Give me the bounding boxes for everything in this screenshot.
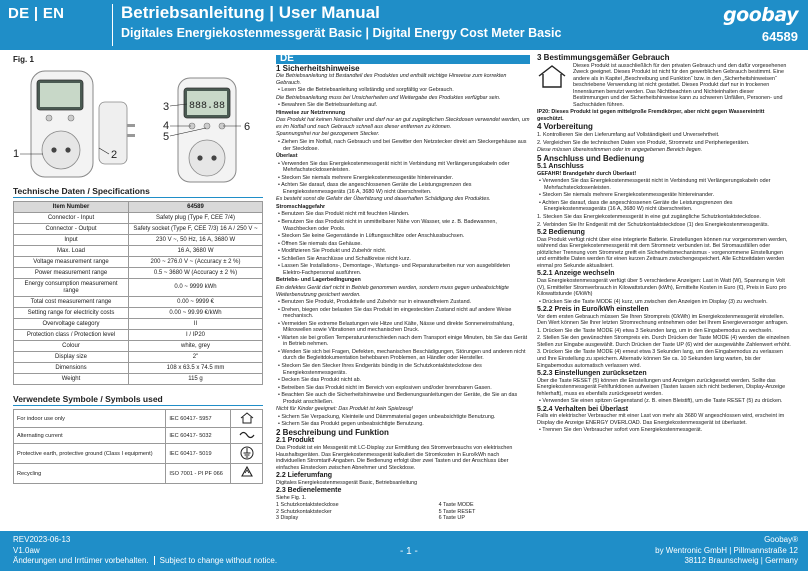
callout-1: 1 xyxy=(13,148,20,160)
spec-value: 0.00 ~ 9999 € xyxy=(129,297,263,308)
callout-5: 5 xyxy=(163,131,170,143)
paragraph: Das Produkt verfügt nicht über eine integrierte Batterie. Einstellungen können nur vorgenommen werden, während das Energiekostenmessgerät mit dem Stromnetz verbunden ist. Bei Stromausfällen oder plötzlicher Trennung vom Stromnetz greift ein Sicherheitsmechanismus - vorgenommene Einstellungen und ermittelte Daten werden für einen kurzen Zeitraum zwischengespeichert. Alle Echtzeitdaten werden einmal pro Sekunde aktualisiert. xyxy=(537,236,788,269)
manual-subtitle: Digitales Energiekostenmessgerät Basic | Digital Energy Cost Meter Basic xyxy=(121,26,562,40)
paragraph: Siehe Fig. 1. xyxy=(276,494,307,501)
spec-key: Total cost measurement range xyxy=(14,297,129,308)
alternating-current-icon xyxy=(231,428,263,444)
spec-row xyxy=(14,246,263,257)
spec-key: Power measurement range xyxy=(14,268,129,279)
section-5-2-3-title: 5.2.3 Einstellungen zurücksetzen xyxy=(537,370,647,378)
symbols-table xyxy=(13,409,263,484)
company-address: by Wentronic GmbH | Pillmannstraße 12 xyxy=(655,545,798,555)
bullet: • Bewahren Sie die Betriebsanleitung auf. xyxy=(278,102,378,109)
symbol-row xyxy=(14,464,263,484)
bullet: • Vermeiden Sie extreme Belastungen wie Hitze und Kälte, Nässe und direkte Sonneneinstrahlung, Mikrowellen sowie Vibrationen und mechanischen Druck. xyxy=(278,320,514,334)
symbol-desc: Alternating current xyxy=(14,428,166,444)
header-divider xyxy=(112,4,113,46)
warning: GEFAHR! Brandgefahr durch Überlast! xyxy=(537,170,637,177)
note: Diese müssen übereinstimmen oder im angegebenen Bereich liegen. xyxy=(537,147,703,154)
spec-row xyxy=(14,213,263,224)
right-column xyxy=(537,55,791,435)
spec-row xyxy=(14,363,263,374)
spec-row xyxy=(14,297,263,308)
section-5-2-2-title: 5.2.2 Preis in Euro/kWh einstellen xyxy=(537,306,649,314)
house-icon xyxy=(231,410,263,428)
bullet: • Drehen, biegen oder belasten Sie das Produkt im eingesteckten Zustand nicht auf andere Weise mechanisch. xyxy=(278,306,512,320)
control-item: 4 Taste MODE xyxy=(438,502,474,509)
left-column xyxy=(13,55,263,484)
bullet: • Decken Sie das Produkt nicht ab. xyxy=(278,377,362,384)
callout-4: 4 xyxy=(163,120,170,132)
bullet: • Modifizieren Sie Produkt und Zubehör nicht. xyxy=(278,248,387,255)
control-item: 3 Display xyxy=(276,515,299,522)
spec-header-row xyxy=(14,202,263,213)
spec-key: Dimensions xyxy=(14,363,129,374)
note: Das Produkt hat keinen Netzschalter und darf nur an gut zugänglichen Steckdosen verwendet werden, um es im Notfall und nach Gebrauch schnell aus dieser entfernen zu können. xyxy=(276,117,530,130)
bullet: • Sichern Sie Verpackung, Kleinteile und Dämmmaterial gegen unbeabsichtigte Benutzung. xyxy=(278,413,496,420)
spec-value: 108 x 63.5 x 74.5 mm xyxy=(129,363,263,374)
spec-value: white, grey xyxy=(129,341,263,352)
symbol-desc: Recycling xyxy=(14,464,166,484)
spec-row xyxy=(14,330,263,341)
section-5-2-title: 5.2 Bedienung xyxy=(537,229,585,237)
section-2-title: 2 Beschreibung und Funktion xyxy=(276,427,389,437)
bullet: • Benutzen Sie Produkt, Produktteile und Zubehör nur in einwandfreiem Zustand. xyxy=(278,299,472,306)
bullet: • Verwenden Sie das Energiekostenmessgerät nicht in Verbindung mit Verlängerungskabeln oder Mehrfachsteckdosenleisten. xyxy=(278,160,510,174)
front-view-icon xyxy=(31,71,93,177)
subheading: Betriebs- und Lagerbedingungen xyxy=(276,277,361,284)
subheading: Hinweise zur Netztrennung xyxy=(276,109,346,116)
spec-key: Connector - Input xyxy=(14,213,129,224)
spec-row xyxy=(14,341,263,352)
ip-note: IP20: Dieses Produkt ist gegen mittelgroße Fremdkörper, aber nicht gegen Wassereintritt geschützt. xyxy=(537,109,765,122)
controls-list xyxy=(276,502,530,522)
spec-value: 0.5 ~ 3680 W (Accuracy ± 2 %) xyxy=(129,268,263,279)
spec-key: Energy consumption measurement range xyxy=(14,279,129,297)
callout-2: 2 xyxy=(111,149,118,161)
note: Die Betriebsanleitung muss bei Unsicherheiten und Weitergabe des Produktes verfügbar sein. xyxy=(276,94,501,101)
spec-value: Safety socket (Type F, CEE 7/3) 16 A / 250 V ~ xyxy=(129,224,263,235)
step: 2. Vergleichen Sie die technischen Daten von Produkt, Stromnetz und Peripheriegeräten. xyxy=(537,139,750,146)
spec-value: 115 g xyxy=(129,374,263,385)
bullet: • Achten Sie darauf, dass die angeschlossenen Geräte die Leistungsgrenzen des Energiekostenmessgeräts (16 A, 3680 W) nicht überschreiten. xyxy=(278,182,472,195)
bullet: • Stecken Sie niemals mehrere Energiekostenmessgeräte hintereinander. xyxy=(278,174,454,181)
paragraph: Das Produkt ist ein Messgerät mit LC-Display zur Ermittlung des Stromverbrauchs von elektrischen Haushaltsgeräten. Das Energiekostenmessgerät kalkuliert die Stromkosten in Euro/kWh nach individuellen Stromtarif-Angaben. Die Bedienung erfolgt über zwei Tasten und der Anschluss über einfaches Einstecken zwischen Abnehmer und Steckdose. xyxy=(276,444,513,471)
paragraph: Vor dem ersten Gebrauch müssen Sie Ihren Strompreis (€/kWh) im Energiekostenmessgerät einstellen. Den Wert können Sie Ihrer letzten Stromrechnung entnehmen oder bei Ihrem Energieversorger anfragen. xyxy=(537,313,789,327)
bullet: • Ziehen Sie im Notfall, nach Gebrauch und bei Gewitter den Netzstecker direkt am Steckergehäuse aus der Steckdose. xyxy=(278,139,527,152)
symbol-standard: ISO 7001 - PI PF 066 xyxy=(166,464,231,484)
symbol-row xyxy=(14,444,263,464)
revision: REV2023-06-13 xyxy=(13,535,71,544)
spec-header-key: Item Number xyxy=(14,202,129,213)
section-2-1-title: 2.1 Produkt xyxy=(276,437,315,445)
section-5-title: 5 Anschluss und Bedienung xyxy=(537,153,645,163)
bullet: • Drücken Sie die Taste MODE (4) kurz, um zwischen den Anzeigen im Display (3) zu wechseln. xyxy=(539,298,768,305)
spec-value: 16 A, 3680 W xyxy=(129,246,263,257)
spec-key: Weight xyxy=(14,374,129,385)
spec-row xyxy=(14,279,263,297)
spec-key: Protection class / Protection level xyxy=(14,330,129,341)
section-2-2-title: 2.2 Lieferumfang xyxy=(276,472,333,480)
symbol-standard: IEC 60417- 5032 xyxy=(166,428,231,444)
disclaimer-en: Subject to change without notice. xyxy=(159,556,278,565)
spec-value: 2" xyxy=(129,352,263,363)
bullet: • Benutzen Sie das Produkt nicht in unmittelbarer Nähe von Wasser, wie z. B. Badewannen, Waschbecken oder Pools. xyxy=(278,219,497,232)
bullet: • Öffnen Sie niemals das Gehäuse. xyxy=(278,240,362,247)
spec-row xyxy=(14,224,263,235)
paragraph: Über die Taste RESET (5) können die Einstellungen und Anzeigen zurückgesetzt werden. Sollte das Energiekostenmessgerät Fehlfunktionen aufweisen (Tasten lassen sich nicht bedienen, Display-Anzeige fehlerhaft), muss es ebenfalls zurückgesetzt werden. xyxy=(537,377,786,397)
spec-value: 230 V ~, 50 Hz, 16 A, 3680 W xyxy=(129,235,263,246)
detail-view-icon xyxy=(178,78,236,182)
subheading: Überlast xyxy=(276,153,298,160)
control-item: 5 Taste RESET xyxy=(438,508,476,515)
bullet: • Warten sie bei großen Temperaturunterschieden nach dem Transport einige Minuten, bis Sie das Gerät in Betrieb nehmen. xyxy=(278,334,528,348)
note: Nicht für Kinder geeignet: Das Produkt ist kein Spielzeug! xyxy=(276,406,413,413)
language-section-bar: DE xyxy=(276,55,530,64)
paragraph: Digitales Energiekostenmessgerät Basic, Betriebsanleitung xyxy=(276,479,418,486)
spec-value: 0.00 ~ 99.99 €/kWh xyxy=(129,308,263,319)
spec-key: Setting range for electricity costs xyxy=(14,308,129,319)
section-4-title: 4 Vorbereitung xyxy=(537,122,593,132)
symbol-standard: IEC 60417- 5957 xyxy=(166,410,231,428)
spec-table xyxy=(13,201,263,385)
disclaimer-de: Änderungen und Irrtümer vorbehalten. xyxy=(13,556,149,565)
bullet: • Stecken Sie den Stecker Ihres Endgeräts bündig in die Schutzkontaktsteckdose des Energiekostenmessgeräts. xyxy=(278,362,482,376)
paragraph: Das Energiekostenmessgerät verfügt über 5 verschiedene Anzeigen: Last in Watt (W), Spannung in Volt (V), Ermittelter Stromverbrauch in Kilowattstunden (kWh), Ermittelte Kosten in Euro (€), Preis in Euro pro Kilowattstunde (€/kWh) xyxy=(537,277,787,298)
step: 2. Verbinden Sie Ihr Endgerät mit der Schutzkontaktsteckdose (1) des Energiekostenmessgeräts. xyxy=(537,221,769,228)
step: 1. Stecken Sie das Energiekostenmessgerät in eine gut zugängliche Schutzkontaktsteckdose. xyxy=(537,214,761,221)
footer-bar xyxy=(0,531,808,571)
bullet: • Trennen Sie den Verbraucher sofort vom Energiekostenmessgerät. xyxy=(539,427,703,434)
spec-key: Overvoltage category xyxy=(14,319,129,330)
section-5-1-title: 5.1 Anschluss xyxy=(537,163,584,171)
note: Es besteht sonst die Gefahr der Überhitzung und dauerhaften Schädigung des Produktes. xyxy=(276,196,491,203)
spec-row xyxy=(14,308,263,319)
display-readout: 888.88 xyxy=(188,101,226,112)
symbol-row xyxy=(14,410,263,428)
protective-earth-icon xyxy=(231,444,263,464)
bullet: • Betreiben Sie das Produkt nicht im Bereich von explosiven und/oder brennbaren Gasen. xyxy=(278,384,492,391)
language-label: DE | EN xyxy=(8,5,65,22)
control-item: 6 Taste UP xyxy=(438,515,465,522)
bullet: • Sichern Sie das Produkt gegen unbeabsichtigte Benutzung. xyxy=(278,421,424,428)
callout-6: 6 xyxy=(244,121,251,133)
spec-value: 200 ~ 276.0 V ~ (Accuracy ± 2 %) xyxy=(129,257,263,268)
version: V1.0aw xyxy=(13,545,40,555)
spec-row xyxy=(14,352,263,363)
spec-value: Safety plug (Type F, CEE 7/4) xyxy=(129,213,263,224)
section-1-title: 1 Sicherheitshinweise xyxy=(276,63,360,73)
spec-key: Connector - Output xyxy=(14,224,129,235)
spec-key: Input xyxy=(14,235,129,246)
symbol-desc: For indoor use only xyxy=(14,410,166,428)
spec-row xyxy=(14,374,263,385)
spec-row xyxy=(14,268,263,279)
bullet: • Wenden Sie sich bei Fragen, Defekten, mechanischen Beschädigungen, Störungen und anderen nicht durch die Begleitdokumentation behebbaren Problemen, an Händler oder Hersteller. xyxy=(278,348,526,362)
step: 1. Kontrollieren Sie den Lieferumfang auf Vollständigkeit und Unversehrtheit. xyxy=(537,132,720,139)
step: 1. Drücken Sie die Taste MODE (4) etwa 3 Sekunden lang, um in den Eingabemodus zu wechseln. xyxy=(537,327,773,334)
paragraph: Dieses Produkt ist ausschließlich für den privaten Gebrauch und den dafür vorgesehenen Zweck geeignet. Dieses Produkt ist nicht für den gewerblichen Gebrauch bestimmt. Eine andere als in Kapitel „Beschreibung und Funktion“ bzw. in den „Sicherheitshinweisen“ beschriebene Verwendung ist nicht gestattet. Dieses Produkt darf nur in trockenen Innenräumen benutzt werden. Das Nichtbeachten und Nichteinhalten dieser Bestimmungen und der Sicherheitshinweise kann zu schweren Unfällen, Personen- und Sachschäden führen. xyxy=(537,63,791,109)
callout-3: 3 xyxy=(163,101,170,113)
figure-label: Fig. 1 xyxy=(13,55,34,64)
bullet: • Lesen Sie die Betriebsanleitung vollständig und sorgfältig vor Gebrauch. xyxy=(278,87,454,94)
spec-value: I / IP20 xyxy=(129,330,263,341)
recycling-icon xyxy=(231,464,263,484)
note: Ein defektes Gerät darf nicht in Betrieb genommen werden, sondern muss gegen unbeabsichtigte Weiterbenutzung gesichert werden. xyxy=(276,284,509,298)
spec-row xyxy=(14,257,263,268)
note: Spannungsfrei nur bei gezogenem Stecker. xyxy=(276,131,380,138)
subheading: Stromschlaggefahr xyxy=(276,203,326,210)
bullet: • Benutzen Sie das Produkt nicht mit feuchten Händen. xyxy=(278,211,410,218)
spec-header-value: 64589 xyxy=(129,202,263,213)
spec-key: Display size xyxy=(14,352,129,363)
bullet: • Schließen Sie Anschlüsse und Schaltkreise nicht kurz. xyxy=(278,255,411,262)
symbol-standard: IEC 60417- 5019 xyxy=(166,444,231,464)
section-5-2-4-title: 5.2.4 Verhalten bei Überlast xyxy=(537,405,629,413)
spec-key: Voltage measurement range xyxy=(14,257,129,268)
bullet: • Lassen Sie Installations-, Demontage-, Wartungs- und Reparaturarbeiten nur von ausgebildeten Elektro-Fachpersonal ausführen. xyxy=(278,263,511,276)
company-city: 38112 Braunschweig | Germany xyxy=(684,556,798,565)
middle-column xyxy=(276,55,530,522)
spec-value: II xyxy=(129,319,263,330)
device-illustration xyxy=(13,66,263,186)
bullet: • Verwenden Sie das Energiekostenmessgerät nicht in Verbindung mit Verlängerungskabeln oder Mehrfachsteckdosenleisten. xyxy=(539,178,771,191)
manual-title: Betriebsanleitung | User Manual xyxy=(121,3,380,22)
control-item: 1 Schutzkontaktsteckdose xyxy=(276,502,339,509)
page-number: - 1 - xyxy=(400,546,418,557)
spec-key: Colour xyxy=(14,341,129,352)
bullet: • Beachten Sie auch die Sicherheitshinweise und Bedienungsanleitungen der Geräte, die Sie an das Produkt anschließen. xyxy=(278,392,518,405)
safety-intro: Die Betriebsanleitung ist Bestandteil des Produktes und enthält wichtige Hinweise zum korrekten Gebrauch. xyxy=(276,73,507,86)
symbols-title: Verwendete Symbole / Symbols used xyxy=(13,394,263,406)
section-2-3-title: 2.3 Bedienelemente xyxy=(276,487,342,495)
spec-title: Technische Daten / Specifications xyxy=(13,186,263,198)
bullet: • Stecken Sie keine Gegenstände in Lüftungsschlitze oder Anschlussbuchsen. xyxy=(278,233,465,240)
step: 3. Drücken Sie die Taste MODE (4) erneut etwa 3 Sekunden lang, um den Eingabemodus zu verlassen und Ihre Einstellung zu speichern. Alternativ können Sie ca. 10 Sekunden lang warten, bis der Eingabemodus automatisch verlassen wird. xyxy=(537,349,783,369)
house-icon xyxy=(537,64,567,88)
paragraph: Falls ein elektrischer Verbraucher mit einer Last von mehr als 3680 W angeschlossen wird, erscheint im Display die Anzeige ENERGY OVERLOAD. Das Energiekostenmessgerät ist überlastet. xyxy=(537,413,785,426)
spec-row xyxy=(14,319,263,330)
step: 2. Stellen Sie den gewünschten Strompreis ein. Durch Drücken der Taste MODE (4) werden die einzelnen Stellen zur Eingabe ausgewählt. Durch Drücken der Taste UP (6) wird der ausgewählte Zahlenwert erhöht. xyxy=(537,335,791,348)
spec-value: 0.0 ~ 9999 kWh xyxy=(129,279,263,297)
figure-1 xyxy=(13,66,263,186)
bullet: • Achten Sie darauf, dass die angeschlossenen Geräte die Leistungsgrenzen des Energiekostenmessgeräts (16 A, 3680 W) nicht überschreiten. xyxy=(539,199,733,213)
spec-row xyxy=(14,235,263,246)
symbol-desc: Protective earth, protective ground (Class I equipment) xyxy=(14,444,166,464)
bullet: • Verwenden Sie einen spitzen Gegenstand (z. B. einen Bleistift), um die Taste RESET (5) zu drücken. xyxy=(539,398,783,405)
section-3-title: 3 Bestimmungsgemäßer Gebrauch xyxy=(537,53,670,62)
control-item: 2 Schutzkontaktstecker xyxy=(276,508,332,515)
brand: Goobay® xyxy=(764,535,798,544)
product-number: 64589 xyxy=(761,29,798,44)
goobay-logo: goobay xyxy=(723,4,798,26)
spec-key: Max. Load xyxy=(14,246,129,257)
header-bar xyxy=(0,0,808,50)
section-5-2-1-title: 5.2.1 Anzeige wechseln xyxy=(537,270,615,278)
symbol-row xyxy=(14,428,263,444)
bullet: • Stecken Sie niemals mehrere Energiekostenmessgeräte hintereinander. xyxy=(539,192,715,199)
